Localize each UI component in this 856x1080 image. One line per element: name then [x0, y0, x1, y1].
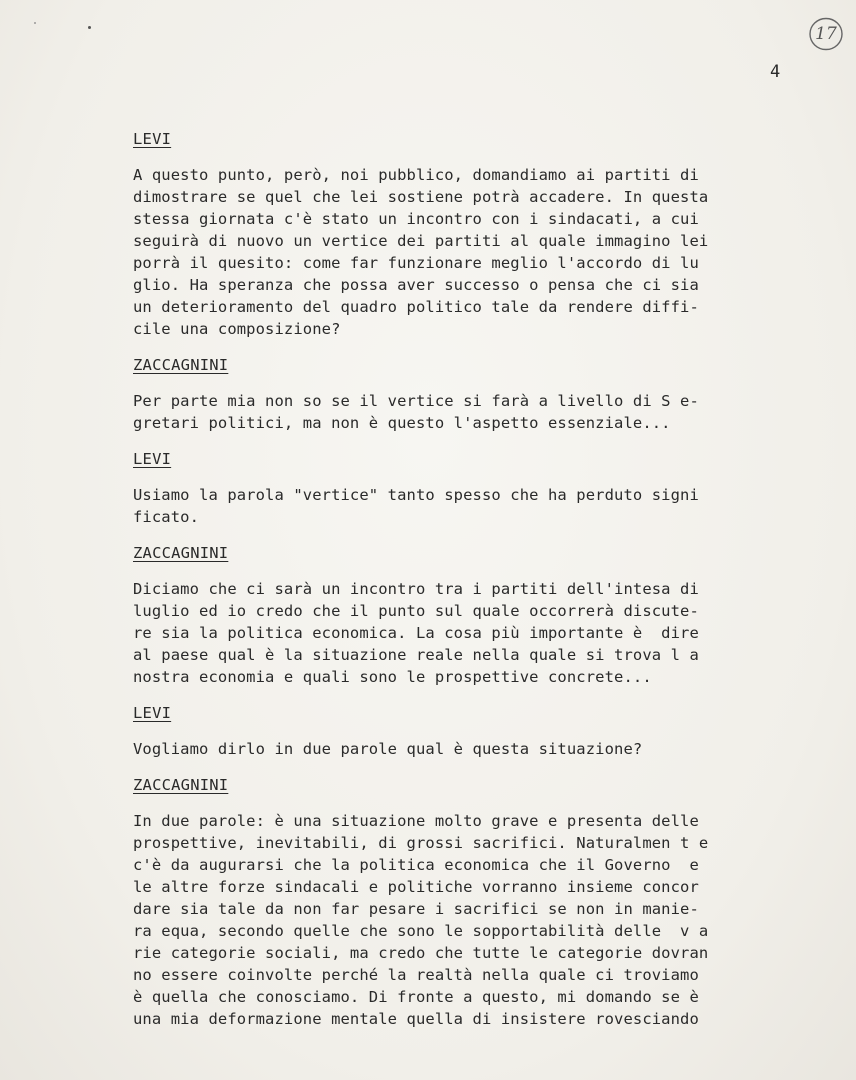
text-line: Usiamo la parola "vertice" tanto spesso che ha perduto signi [133, 486, 699, 504]
text-line: un deterioramento del quadro politico tale da rendere diffi- [133, 298, 699, 316]
text-line: porrà il quesito: come far funzionare meglio l'accordo di lu [133, 254, 699, 272]
dialogue-block [133, 354, 793, 434]
speaker-label: ZACCAGNINI [133, 776, 229, 794]
speech-paragraph [133, 390, 793, 434]
text-line: In due parole: è una situazione molto grave e presenta delle [133, 812, 699, 830]
text-line: al paese qual è la situazione reale nella quale si trova l a [133, 646, 699, 664]
text-line: è quella che conosciamo. Di fronte a questo, mi domando se è [133, 988, 699, 1006]
text-line: rie categorie sociali, ma credo che tutte le categorie dovran [133, 944, 709, 962]
text-line: prospettive, inevitabili, di grossi sacrifici. Naturalmen t e [133, 834, 709, 852]
speaker-label: LEVI [133, 450, 172, 468]
text-line: Diciamo che ci sarà un incontro tra i partiti dell'intesa di [133, 580, 699, 598]
folio-stamp [808, 16, 844, 52]
text-line: stessa giornata c'è stato un incontro con i sindacati, a cui [133, 210, 699, 228]
text-line: cile una composizione? [133, 320, 341, 338]
text-line: dare sia tale da non far pesare i sacrifici se non in manie- [133, 900, 699, 918]
text-line: nostra economia e quali sono le prospettive concrete... [133, 668, 652, 686]
paper-speck [34, 22, 36, 24]
speaker-label: ZACCAGNINI [133, 356, 229, 374]
page-number: 4 [770, 62, 781, 82]
speaker-label: ZACCAGNINI [133, 544, 229, 562]
text-line: A questo punto, però, noi pubblico, domandiamo ai partiti di [133, 166, 699, 184]
text-line: c'è da augurarsi che la politica economica che il Governo e [133, 856, 699, 874]
folio-number: 17 [815, 24, 837, 44]
text-line: luglio ed io credo che il punto sul quale occorrerà discute- [133, 602, 699, 620]
speech-paragraph [133, 484, 793, 528]
text-line: Vogliamo dirlo in due parole qual è questa situazione? [133, 740, 643, 758]
text-line: dimostrare se quel che lei sostiene potrà accadere. In questa [133, 188, 709, 206]
text-line: no essere coinvolte perché la realtà nella quale ci troviamo [133, 966, 699, 984]
dialogue-block [133, 542, 793, 688]
text-line: le altre forze sindacali e politiche vorranno insieme concor [133, 878, 699, 896]
text-line: seguirà di nuovo un vertice dei partiti al quale immagino lei [133, 232, 709, 250]
dialogue-block [133, 702, 793, 760]
paper-speck [88, 26, 91, 29]
speech-paragraph [133, 578, 793, 688]
speech-paragraph [133, 738, 793, 760]
speaker-label: LEVI [133, 704, 172, 722]
speech-paragraph [133, 164, 793, 340]
text-line: una mia deformazione mentale quella di insistere rovesciando [133, 1010, 699, 1028]
dialogue-block [133, 448, 793, 528]
text-line: Per parte mia non so se il vertice si farà a livello di S e- [133, 392, 699, 410]
text-line: ra equa, secondo quelle che sono le sopportabilità delle v a [133, 922, 709, 940]
dialogue-block [133, 774, 793, 1030]
speech-paragraph [133, 810, 793, 1030]
text-line: glio. Ha speranza che possa aver successo o pensa che ci sia [133, 276, 699, 294]
dialogue-block [133, 128, 793, 340]
text-line: ficato. [133, 508, 200, 526]
speaker-label: LEVI [133, 130, 172, 148]
text-line: re sia la politica economica. La cosa più importante è dire [133, 624, 699, 642]
transcript-body [133, 120, 793, 1044]
text-line: gretari politici, ma non è questo l'aspetto essenziale... [133, 414, 671, 432]
